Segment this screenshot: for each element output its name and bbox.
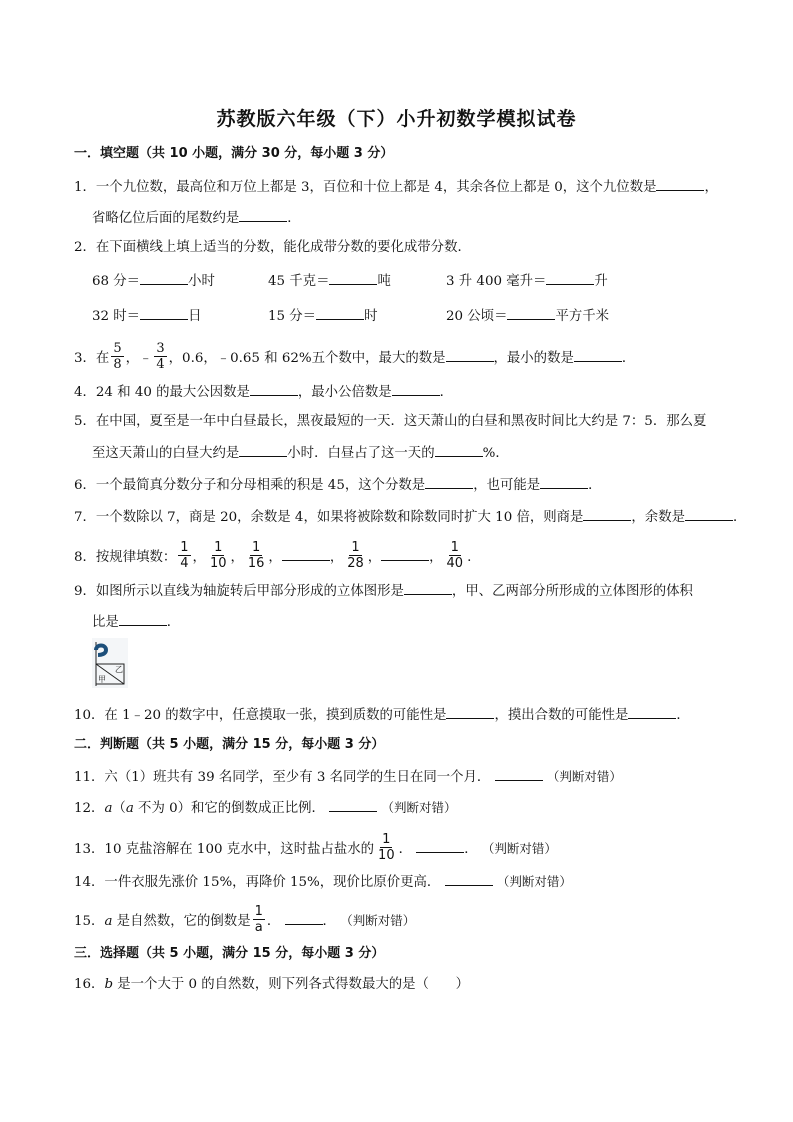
question-4: 4．24 和 40 的最大公因数是 ，最小公倍数是 ．: [74, 381, 453, 403]
answer-blank[interactable]: [392, 381, 440, 396]
section-heading-true-false: 二．判断题（共 5 小题，满分 15 分，每小题 3 分）: [74, 737, 385, 752]
question-2-row-1-b: 45 千克＝ 吨: [268, 270, 391, 292]
fraction: $\frac{1}{16}$: [247, 540, 265, 571]
question-9-line-2: 比是 ．: [92, 611, 180, 633]
answer-blank[interactable]: [435, 442, 483, 457]
answer-blank[interactable]: [119, 611, 167, 626]
answer-blank[interactable]: [583, 506, 631, 521]
question-15: 15．a 是自然数，它的倒数是 $\frac{1}{a}$ ． ． （判断对错）: [74, 904, 416, 935]
answer-blank[interactable]: [140, 305, 188, 320]
answer-blank[interactable]: [416, 838, 464, 853]
answer-blank[interactable]: [656, 176, 704, 191]
question-10: 10．在 1﹣20 的数字中，任意摸取一张，摸到质数的可能性是 ，摸出合数的可能性是 ．: [74, 704, 690, 726]
question-8: 8．按规律填数： $\frac{1}{4}$ ， $\frac{1}{10}$ ， $\frac{1}{16}$ ， ， $\frac{1}{28}$ ， ， $\frac{1}{40}$ .: [74, 540, 472, 571]
fraction: $\frac{5}{8}$: [113, 341, 122, 372]
question-11: 11．六（1）班共有 39 名同学，至少有 3 名同学的生日在同一个月． （判断对错）: [74, 766, 622, 788]
question-1-line-1: 1．一个九位数，最高位和万位上都是 3，百位和十位上都是 4，其余各位上都是 0，这个九位数是 ，: [74, 176, 718, 198]
fraction: $\frac{1}{4}$: [180, 540, 189, 571]
question-13: 13．10 克盐溶解在 100 克水中，这时盐占盐水的 $\frac{1}{10}$ ． ． （判断对错）: [74, 832, 557, 863]
question-3: 3．在 $\frac{5}{8}$ ，﹣ $\frac{3}{4}$ ，0.6，﹣0.65 和 62%五个数中，最大的数是 ，最小的数是 ．: [74, 341, 636, 372]
answer-blank[interactable]: [628, 704, 676, 719]
answer-blank[interactable]: [316, 305, 364, 320]
question-2: 2．在下面横线上填上适当的分数，能化成带分数的要化成带分数．: [74, 240, 471, 255]
answer-blank[interactable]: [329, 270, 377, 285]
answer-blank[interactable]: [495, 766, 543, 781]
fraction: $\frac{1}{40}$: [446, 540, 464, 571]
answer-blank[interactable]: [546, 270, 594, 285]
fraction: $\frac{1}{28}$: [347, 540, 364, 571]
section-heading-multiple-choice: 三．选择题（共 5 小题，满分 15 分，每小题 3 分）: [74, 946, 385, 961]
answer-blank[interactable]: [446, 704, 494, 719]
question-12: 12．a（a 不为 0）和它的倒数成正比例． （判断对错）: [74, 797, 456, 819]
answer-blank[interactable]: [282, 546, 330, 561]
answer-blank[interactable]: [140, 270, 188, 285]
question-2-row-2-c: 20 公顷＝ 平方千米: [446, 305, 609, 327]
question-2-row-1-a: 68 分＝ 小时: [92, 270, 215, 292]
answer-blank[interactable]: [404, 580, 452, 595]
answer-blank[interactable]: [540, 474, 588, 489]
label-jia: 甲: [98, 675, 106, 684]
answer-blank[interactable]: [507, 305, 555, 320]
question-5-line-2: 至这天萧山的白昼大约是 小时．白昼占了这一天的 %．: [92, 442, 509, 464]
answer-blank[interactable]: [329, 797, 377, 812]
answer-blank[interactable]: [446, 347, 494, 362]
fraction: $\frac{1}{10}$: [378, 832, 395, 863]
question-2-row-2-a: 32 时＝ 日: [92, 305, 201, 327]
question-14: 14．一件衣服先涨价 15%，再降价 15%，现价比原价更高． （判断对错）: [74, 871, 572, 893]
question-6: 6．一个最简真分数分子和分母相乘的积是 45，这个分数是 ，也可能是 ．: [74, 474, 602, 496]
question-1-line-2: 省略亿位后面的尾数约是 ．: [92, 207, 301, 229]
question-5-line-1: 5．在中国，夏至是一年中白昼最长，黑夜最短的一天．这天萧山的白昼和黑夜时间比大约是 7：5．那么夏: [74, 414, 707, 429]
answer-blank[interactable]: [685, 506, 733, 521]
answer-blank[interactable]: [425, 474, 473, 489]
question-2-row-1-c: 3 升 400 毫升＝ 升: [446, 270, 608, 292]
answer-blank[interactable]: [574, 347, 622, 362]
answer-blank[interactable]: [239, 207, 287, 222]
fraction: $\frac{3}{4}$: [156, 341, 165, 372]
answer-blank[interactable]: [239, 442, 287, 457]
answer-blank[interactable]: [445, 871, 493, 886]
page-title: 苏教版六年级（下）小升初数学模拟试卷: [216, 108, 577, 130]
question-16: 16．b 是一个大于 0 的自然数，则下列各式得数最大的是（ ）: [74, 977, 470, 992]
answer-blank[interactable]: [285, 910, 323, 925]
answer-blank[interactable]: [250, 381, 298, 396]
fraction: $\frac{1}{10}$: [209, 540, 227, 571]
question-2-row-2-b: 15 分＝ 时: [268, 305, 377, 327]
answer-blank[interactable]: [381, 546, 429, 561]
question-9-line-1: 9．如图所示以直线为轴旋转后甲部分形成的立体图形是 ，甲、乙两部分所形成的立体图形的体积: [74, 580, 693, 602]
label-yi: 乙: [115, 665, 123, 674]
question-7: 7．一个数除以 7，商是 20，余数是 4，如果将被除数和除数同时扩大 10 倍，则商是 ，余数是 ．: [74, 506, 746, 528]
rotation-figure: [92, 638, 128, 688]
section-heading-fill-in: 一．填空题（共 10 小题，满分 30 分，每小题 3 分）: [74, 146, 394, 161]
fraction: $\frac{1}{a}$: [254, 904, 263, 935]
